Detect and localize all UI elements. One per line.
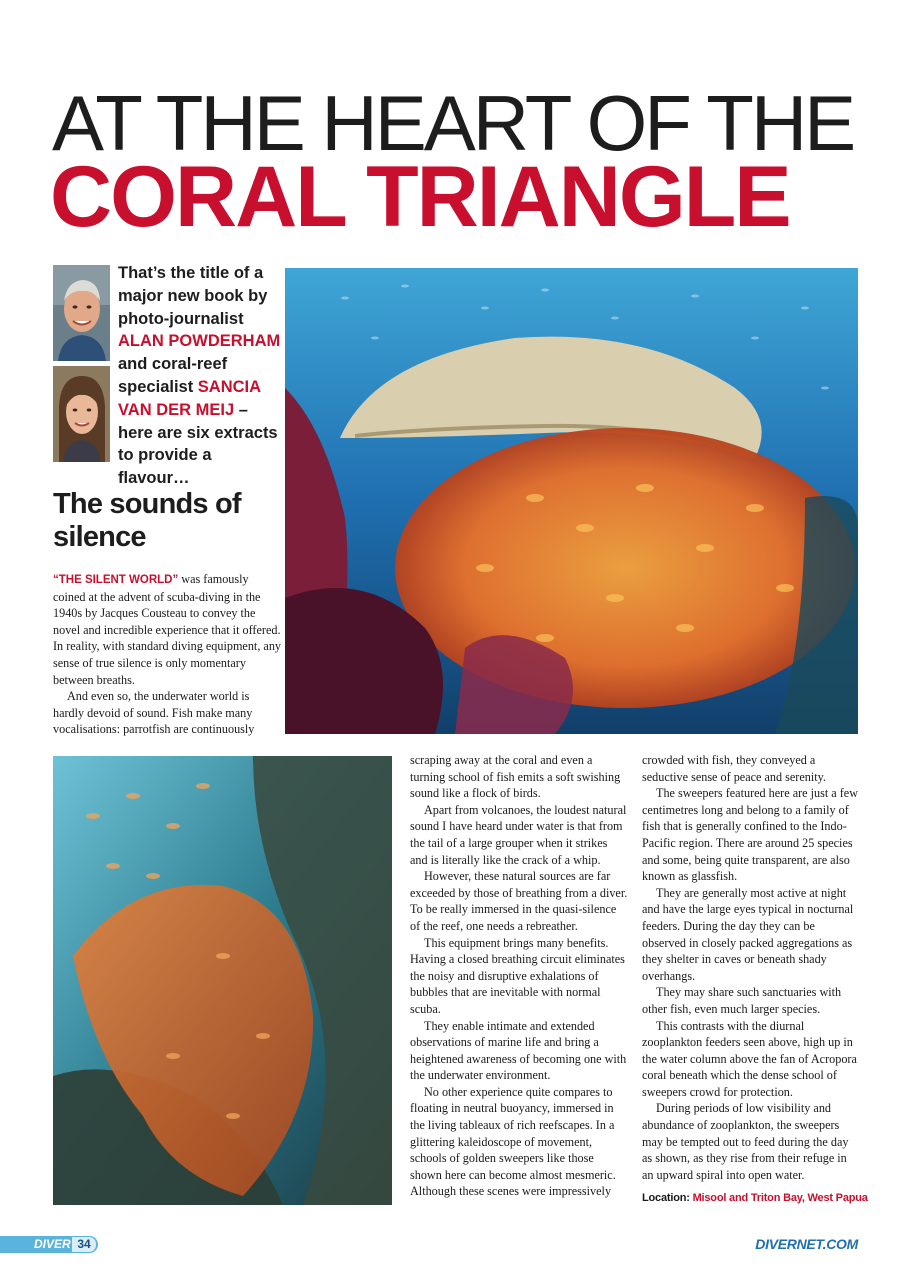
body-paragraph: However, these natural sources are far exceeded by those of breathing from a diver. To be really immersed in the quasi-silence of the reef, one needs a rebreather.: [410, 869, 628, 933]
website-url[interactable]: DIVERNET.COM: [755, 1236, 858, 1252]
body-paragraph: This contrasts with the diurnal zooplankton feeders seen above, high up in the water column above the fan of Acropora coral beneath which the dense school of sweepers crowd for protection.: [642, 1018, 857, 1099]
body-paragraph: They enable intimate and extended observations of marine life and bring a heightened awareness of becoming one with the underwater environment.: [410, 1018, 627, 1083]
body-paragraph: They are generally most active at night and have the large eyes typical in nocturnal feeders. During the day they can be observed in closely packed aggregations as they shelter in caves or beneath shady overhangs.: [642, 885, 854, 983]
headline-line2: CORAL TRIANGLE: [50, 149, 790, 245]
body-paragraph: The sweepers featured here are just a few centimetres long and belong to a family of fish that is generally confined to the Indo-Pacific region. There are around 25 species and some, being quite transparent, are also known as glassfish.: [642, 786, 858, 884]
body-paragraph: “THE SILENT WORLD” was famously coined at the advent of scuba-diving in the 1940s by Jacques Cousteau to convey the novel and incredible experience that it offered. In reality, with standard diving equipment, any sense of true silence is only momentary between breaths.: [53, 572, 282, 687]
photo-location: [642, 1192, 868, 1204]
author-portrait-alan: [53, 265, 110, 361]
location-label: Location:: [642, 1192, 693, 1204]
headline-line1: AT THE HEART OF THE: [52, 79, 854, 167]
location-value: Misool and Triton Bay, West Papua: [692, 1192, 868, 1204]
page-number: 34: [72, 1237, 96, 1252]
intro-text-3: – here are six extracts to provide a flavour…: [118, 400, 278, 488]
lead-in: “THE SILENT WORLD”: [53, 574, 179, 586]
body-paragraph: Apart from volcanoes, the loudest natural sound I have heard under water is that from the tail of a large grouper when it strikes and is literally like the crack of a whip.: [410, 802, 627, 867]
body-column-1: [53, 571, 281, 738]
body-column-3: [642, 752, 860, 1183]
body-paragraph: No other experience quite compares to floating in neutral buoyancy, immersed in the living tableaux of rich reefscapes. In a glittering kaleidoscope of movement, schools of golden sweepers like those shown here can become almost mesmeric. Although these scenes were impressively: [410, 1084, 616, 1199]
author-portrait-sancia: [53, 366, 110, 462]
intro-text-2: and coral-reef specialist: [118, 355, 228, 396]
body-paragraph: During periods of low visibility and abundance of zooplankton, the sweepers may be tempted out to feed during the day as shown, as they rise from their refuge in an upward spiral into open water.: [642, 1101, 849, 1182]
body-paragraph: This equipment brings many benefits. Having a closed breathing circuit eliminates the noisy and disruptive exhalations of bubbles that are inevitable with normal scuba.: [410, 935, 625, 1016]
folio-tab: [0, 1236, 98, 1253]
intro-standfirst: [118, 262, 284, 490]
section-heading: The sounds of silence: [53, 488, 241, 553]
author-name-sancia: SANCIA VAN DER MEIJ: [118, 377, 261, 419]
body-paragraph: scraping away at the coral and even a turning school of fish emits a soft swishing sound like a flock of birds.: [410, 753, 621, 801]
magazine-name: DIVER: [34, 1237, 71, 1251]
body-paragraph: They may share such sanctuaries with other fish, even much larger species.: [642, 985, 842, 1016]
body-paragraph: crowded with fish, they conveyed a seductive sense of peace and serenity.: [642, 753, 826, 784]
reef-photo-sweeper-spiral: [53, 756, 392, 1205]
body-paragraph: And even so, the underwater world is hardly devoid of sound. Fish make many vocalisations: parrotfish are continuously: [53, 689, 255, 737]
intro-text-1: That’s the title of a major new book by photo-journalist: [118, 264, 268, 328]
reef-photo-sweepers-under-coral: [285, 268, 858, 734]
author-name-alan: ALAN POWDERHAM: [118, 332, 281, 351]
body-column-2: [410, 752, 628, 1200]
